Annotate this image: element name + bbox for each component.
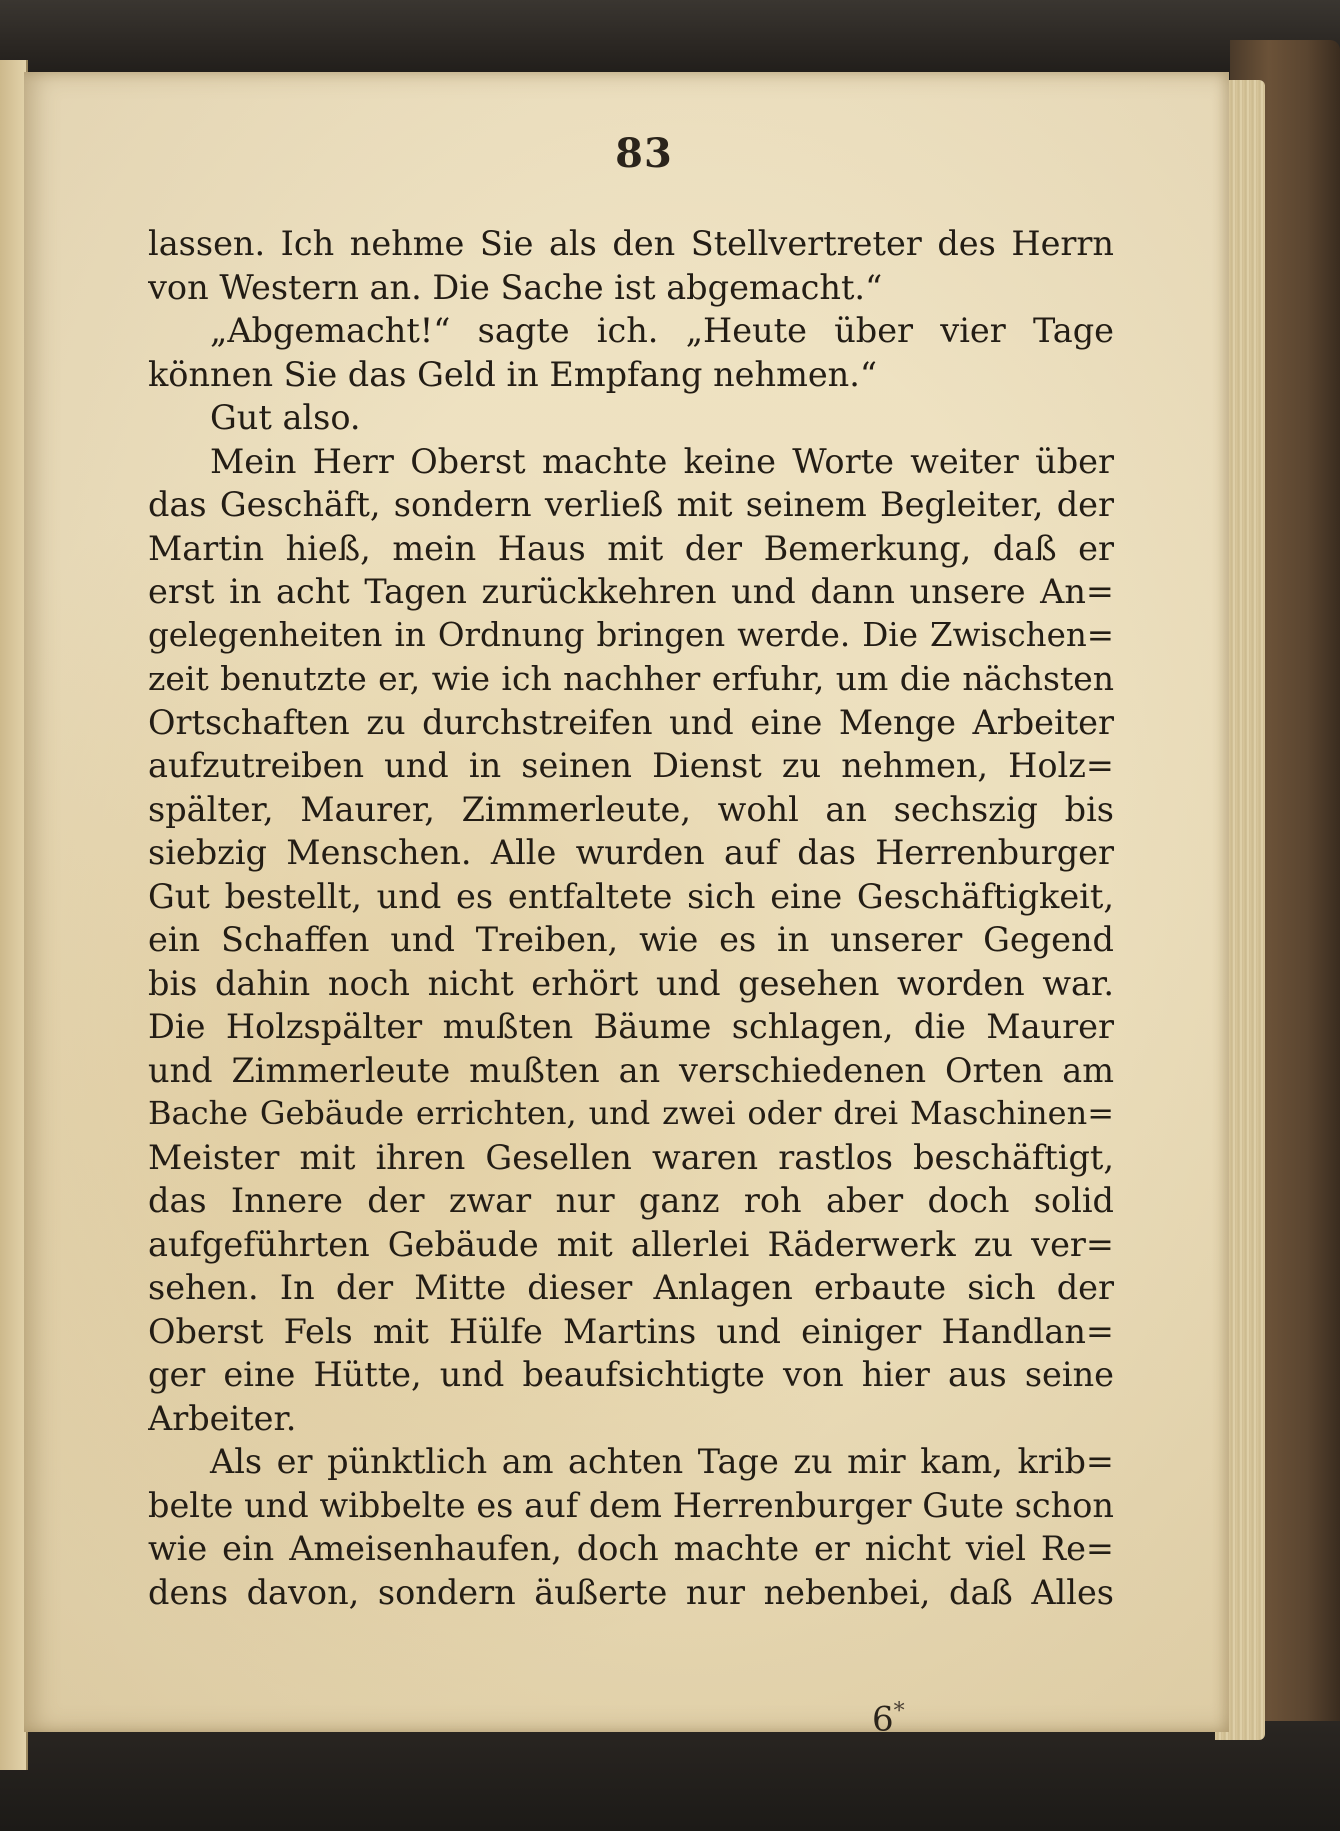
book-cover-top (0, 0, 1340, 80)
text-line: Mein Herr Oberst machte keine Worte weiter über (210, 441, 1114, 481)
text-line: ein Schaffen und Treiben, wie es in unserer Gegend (148, 920, 1114, 959)
book-cover-bottom (0, 1721, 1340, 1831)
text-line: „Abgemacht!“ sagte ich. „Heute über vier Tage (210, 311, 1114, 350)
text-line: und Zimmerleute mußten an verschiedenen Orten am (148, 1050, 1114, 1090)
text-line: aufzutreiben und in seinen Dienst zu nehmen, Holz= (148, 746, 1114, 785)
text-line: Bache Gebäude errichten, und zwei oder drei Maschinen= (148, 1094, 1114, 1132)
text-line: das Geschäft, sondern verließ mit seinem Begleiter, der (148, 485, 1114, 524)
text-line: aufgeführten Gebäude mit allerlei Räderwerk zu ver= (148, 1224, 1114, 1264)
text-line: Als er pünktlich am achten Tage zu mir kam, krib= (210, 1442, 1114, 1481)
page-number: 83 (615, 130, 673, 177)
text-line: ger eine Hütte, und beaufsichtigte von hier aus seine (148, 1355, 1114, 1394)
text-line: Ortschaften zu durchstreifen und eine Menge Arbeiter (148, 702, 1114, 742)
text-line: dens davon, sondern äußerte nur nebenbei, daß Alles (148, 1572, 1114, 1612)
text-line: zeit benutzte er, wie ich nachher erfuhr, um die nächsten (148, 659, 1114, 698)
text-line: sehen. In der Mitte dieser Anlagen erbaute sich der (148, 1268, 1114, 1307)
text-line: spälter, Maurer, Zimmerleute, wohl an sechszig bis (148, 789, 1114, 829)
text-line: Die Holzspälter mußten Bäume schlagen, die Maurer (148, 1007, 1114, 1046)
text-line: gelegenheiten in Ordnung bringen werde. Die Zwischen= (148, 615, 1114, 654)
signature-star: * (893, 1699, 905, 1724)
text-line: wie ein Ameisenhaufen, doch machte er nicht viel Re= (148, 1529, 1114, 1568)
text-line: erst in acht Tagen zurückkehren und dann unsere An= (148, 572, 1114, 611)
signature-mark (872, 1699, 905, 1739)
text-line: das Innere der zwar nur ganz roh aber doch solid (148, 1181, 1114, 1220)
text-line: können Sie das Geld in Empfang nehmen.“ (148, 354, 878, 394)
text-line: Arbeiter. (148, 1398, 297, 1438)
text-line: siebzig Menschen. Alle wurden auf das Herrenburger (148, 833, 1114, 872)
signature-number: 6 (872, 1699, 894, 1740)
text-line: Oberst Fels mit Hülfe Martins und einiger Handlan= (148, 1311, 1114, 1351)
text-line: Gut also. (210, 398, 361, 437)
text-line: Meister mit ihren Gesellen waren rastlos beschäftigt, (148, 1137, 1114, 1177)
text-line: Martin hieß, mein Haus mit der Bemerkung, daß er (148, 528, 1114, 568)
text-line: belte und wibbelte es auf dem Herrenburger Gute schon (148, 1485, 1114, 1525)
text-line: Gut bestellt, und es entfaltete sich eine Geschäftigkeit, (148, 876, 1114, 916)
book-page (24, 72, 1229, 1740)
text-line: lassen. Ich nehme Sie als den Stellvertreter des Herrn (148, 224, 1114, 263)
text-line: bis dahin noch nicht erhört und gesehen worden war. (148, 963, 1114, 1003)
page-text (148, 222, 1114, 1614)
text-line: von Western an. Die Sache ist abgemacht.“ (148, 267, 883, 307)
